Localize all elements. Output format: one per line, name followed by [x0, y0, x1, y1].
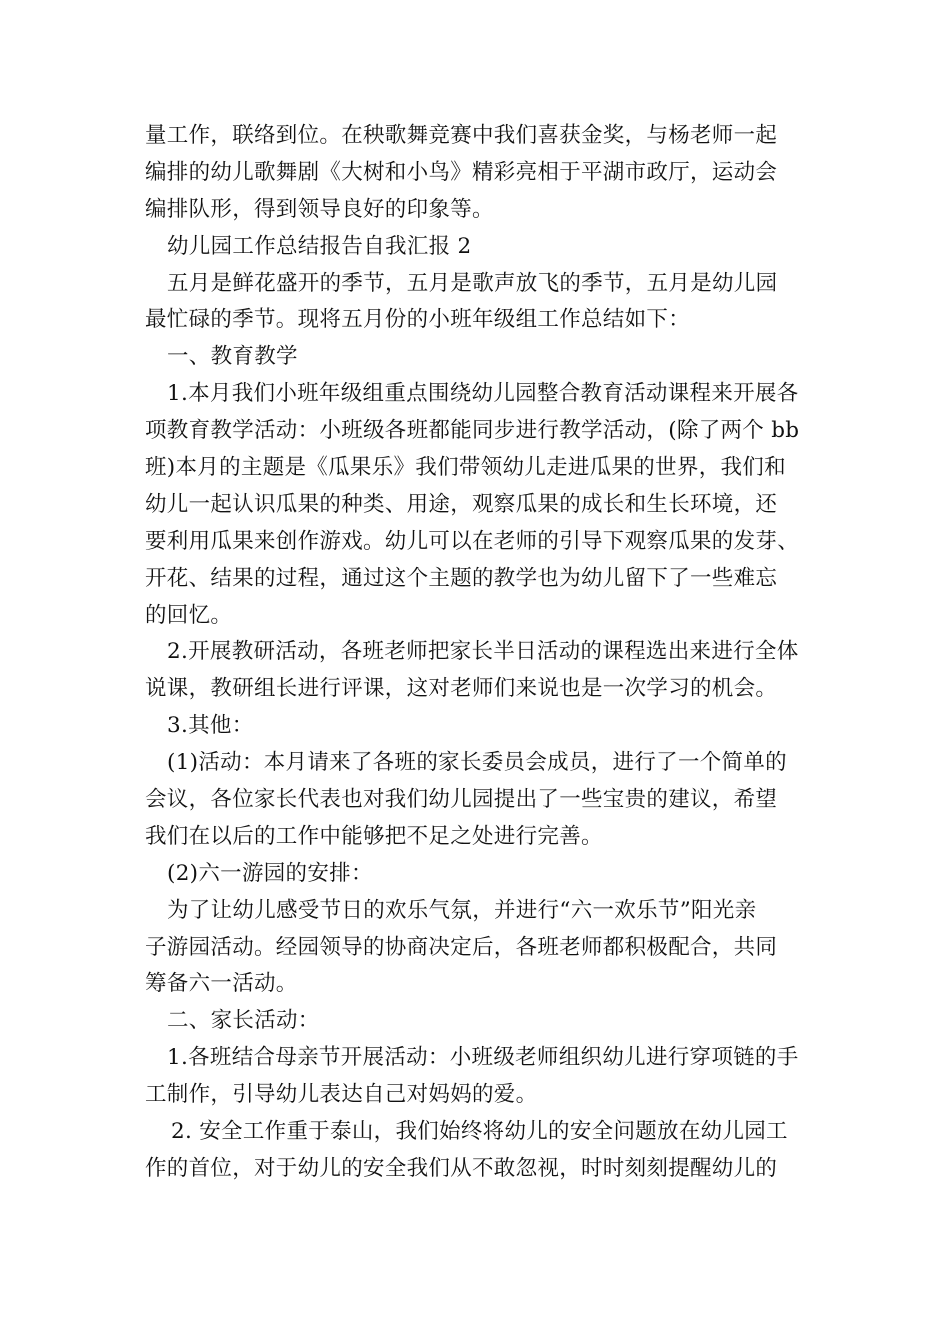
text-line: 幼儿一起认识瓜果的种类、用途，观察瓜果的成长和生长环境，还 — [145, 491, 778, 517]
section-heading: 二、家长活动： — [167, 1008, 320, 1034]
text-line: (2)六一游园的安排： — [167, 860, 373, 886]
text-line: 作的首位，对于幼儿的安全我们从不敢忽视，时时刻刻提醒幼儿的 — [145, 1155, 778, 1181]
section-heading: 幼儿园工作总结报告自我汇报 2 — [167, 233, 472, 259]
text-line: 量工作，联络到位。在秧歌舞竞赛中我们喜获金奖，与杨老师一起 — [145, 123, 778, 148]
text-line: 筹备六一活动。 — [145, 971, 298, 997]
text-line: 说课，教研组长进行评课，这对老师们来说也是一次学习的机会。 — [145, 676, 778, 702]
text-line: 1.本月我们小班年级组重点围绕幼儿园整合教育活动课程来开展各 — [167, 381, 799, 407]
text-line: 3.其他： — [167, 713, 254, 739]
text-line: 1.各班结合母亲节开展活动：小班级老师组织幼儿进行穿项链的手 — [167, 1045, 799, 1071]
text-line: 开花、结果的过程，通过这个主题的教学也为幼儿留下了一些难忘 — [145, 565, 778, 591]
text-line: 要利用瓜果来创作游戏。幼儿可以在老师的引导下观察瓜果的发芽、 — [145, 528, 800, 554]
text-line: 2.开展教研活动，各班老师把家长半日活动的课程选出来进行全体 — [167, 639, 799, 665]
text-line: 五月是鲜花盛开的季节，五月是歌声放飞的季节，五月是幼儿园 — [167, 270, 778, 296]
text-line: 为了让幼儿感受节日的欢乐气氛，并进行“六一欢乐节”阳光亲 — [167, 897, 757, 923]
text-line: 会议，各位家长代表也对我们幼儿园提出了一些宝贵的建议，希望 — [145, 787, 778, 813]
text-line: 编排队形，得到领导良好的印象等。 — [145, 196, 494, 222]
text-line: 的回忆。 — [145, 602, 233, 628]
text-line: 编排的幼儿歌舞剧《大树和小鸟》精彩亮相于平湖市政厅，运动会 — [145, 159, 778, 185]
text-line: (1)活动：本月请来了各班的家长委员会成员，进行了一个简单的 — [167, 750, 787, 776]
text-line: 项教育教学活动：小班级各班都能同步进行教学活动，(除了两个 bb — [145, 418, 800, 444]
text-line: 我们在以后的工作中能够把不足之处进行完善。 — [145, 823, 603, 849]
text-line: 2. 安全工作重于泰山，我们始终将幼儿的安全问题放在幼儿园工 — [171, 1119, 788, 1145]
text-line: 最忙碌的季节。现将五月份的小班年级组工作总结如下： — [145, 307, 691, 333]
document-page — [145, 118, 809, 1188]
text-line: 子游园活动。经园领导的协商决定后，各班老师都积极配合，共同 — [145, 934, 778, 960]
text-line: 工制作，引导幼儿表达自己对妈妈的爱。 — [145, 1082, 538, 1108]
text-line: 班)本月的主题是《瓜果乐》我们带领幼儿走进瓜果的世界，我们和 — [145, 455, 786, 481]
section-heading: 一、教育教学 — [167, 344, 298, 370]
